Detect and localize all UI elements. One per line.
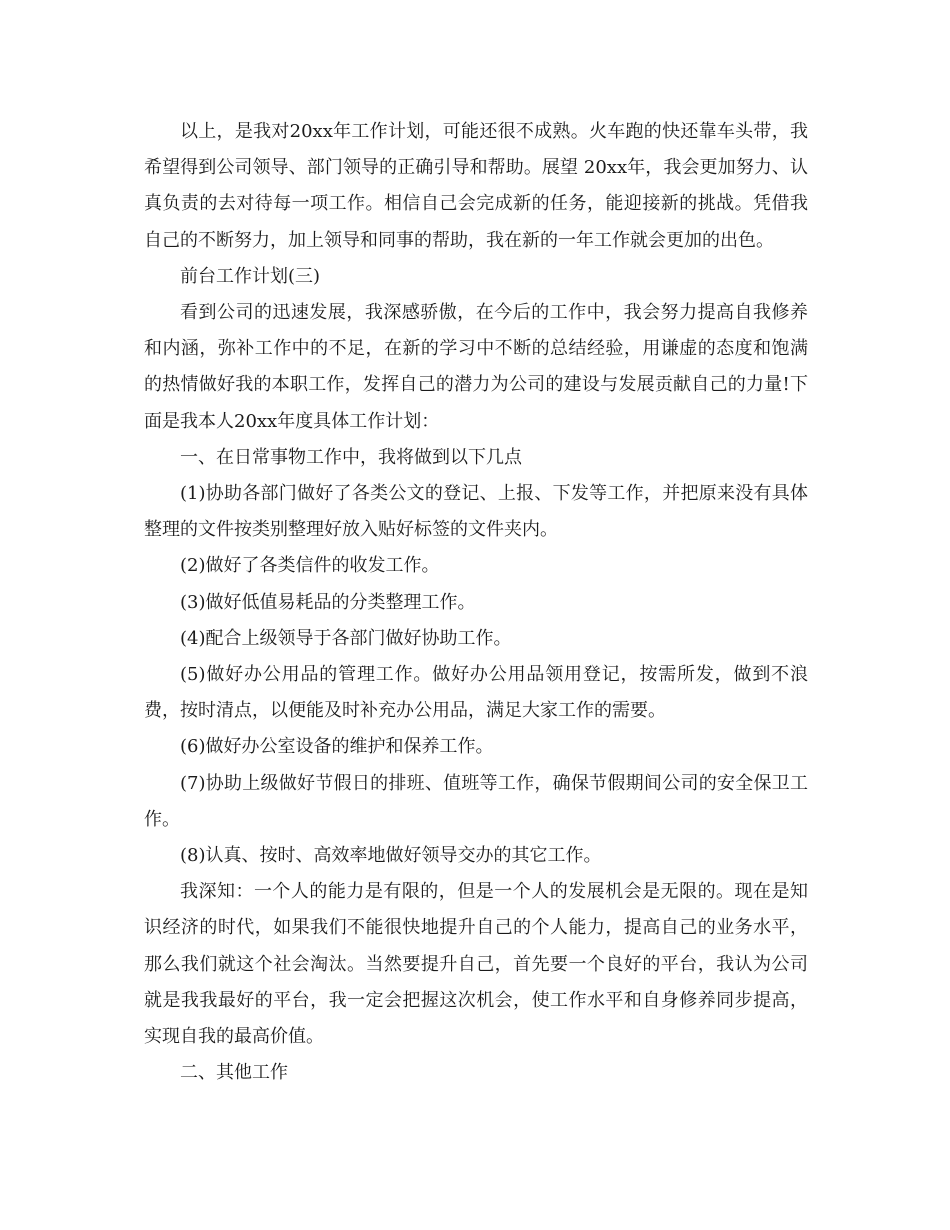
document-body — [144, 114, 808, 1091]
paragraph-reflection: 我深知：一个人的能力是有限的，但是一个人的发展机会是无限的。现在是知识经济的时代，如果我们不能很快地提升自己的个人能力，提高自己的业务水平，那么我们就这个社会淘汰。当然要提升自己，首先要一个良好的平台，我认为公司就是我我最好的平台，我一定会把握这次机会，使工作水平和自身修养同步提高，实现自我的最高价值。 — [144, 881, 808, 1048]
list-item-1: (1)协助各部门做好了各类公文的登记、上报、下发等工作，并把原来没有具体整理的文件按类别整理好放入贴好标签的文件夹内。 — [144, 483, 808, 541]
list-item-7: (7)协助上级做好节假日的排班、值班等工作，确保节假期间公司的安全保卫工作。 — [144, 772, 808, 830]
list-item-8: (8)认真、按时、高效率地做好领导交办的其它工作。 — [180, 845, 602, 867]
section-heading-other-work: 二、其他工作 — [180, 1062, 288, 1084]
list-item-3: (3)做好低值易耗品的分类整理工作。 — [180, 591, 476, 613]
section-heading-plan-three: 前台工作计划(三) — [180, 265, 321, 287]
list-item-5: (5)做好办公用品的管理工作。做好办公用品领用登记，按需所发，做到不浪费，按时清点，以便能及时补充办公用品，满足大家工作的需要。 — [144, 664, 808, 722]
paragraph-intro: 看到公司的迅速发展，我深感骄傲，在今后的工作中，我会努力提高自我修养和内涵，弥补工作中的不足，在新的学习中不断的总结经验，用谦虚的态度和饱满的热情做好我的本职工作，发挥自己的潜力为公司的建设与发展贡献自己的力量!下面是我本人20xx年度具体工作计划： — [144, 302, 808, 432]
list-item-4: (4)配合上级领导于各部门做好协助工作。 — [180, 627, 512, 649]
list-item-6: (6)做好办公室设备的维护和保养工作。 — [180, 736, 494, 758]
paragraph-closing: 以上，是我对20xx年工作计划，可能还很不成熟。火车跑的快还靠车头带，我希望得到公司领导、部门领导的正确引导和帮助。展望 20xx年，我会更加努力、认真负责的去对待每一项工作。相信自己会完成新的任务，能迎接新的挑战。凭借我自己的不断努力，加上领导和同事的帮助，我在新的一年工作就会更加的出色。 — [144, 121, 808, 251]
list-item-2: (2)做好了各类信件的收发工作。 — [180, 555, 440, 577]
section-heading-daily-work: 一、在日常事物工作中，我将做到以下几点 — [180, 446, 522, 468]
